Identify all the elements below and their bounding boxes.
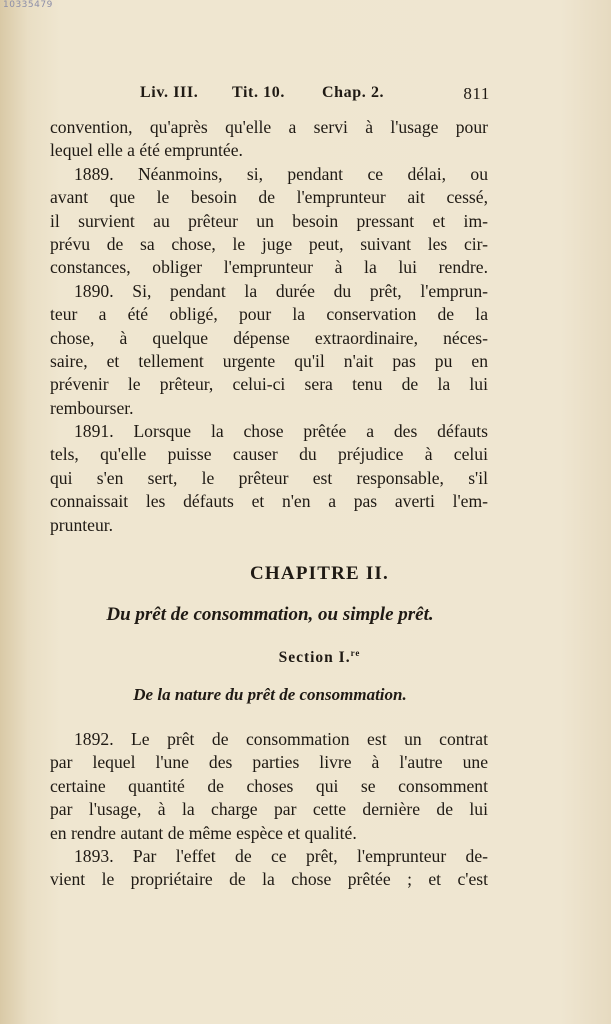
text-line: 1893. Par l'effet de ce prêt, l'emprunteur de- [74, 845, 488, 866]
text-line: 1889. Néanmoins, si, pendant ce délai, ou [74, 163, 488, 184]
page-number: 811 [463, 84, 490, 103]
section-title-text: Section I. [278, 649, 351, 666]
text-line: saire, et tellement urgente qu'il n'ait pas pu en [50, 350, 488, 371]
text-line: certaine quantité de choses qui se consomment [50, 775, 488, 796]
header-livre: Liv. III. [140, 84, 199, 101]
running-header [140, 84, 490, 106]
text-line: 1890. Si, pendant la durée du prêt, l'emprun- [74, 280, 488, 301]
text-line: il survient au prêteur un besoin pressant et im- [50, 210, 488, 231]
text-line: chose, à quelque dépense extraordinaire, néces- [50, 327, 488, 348]
text-line: teur a été obligé, pour la conservation de la [50, 304, 488, 325]
text-line: convention, qu'après qu'elle a servi à l'usage pour [50, 117, 488, 137]
text-line: prunteur. [50, 514, 114, 535]
text-line: avant que le besoin de l'emprunteur ait cessé, [50, 187, 488, 208]
section-subtitle: De la nature du prêt de consommation. [133, 685, 407, 704]
text-block-articles-1889-1891 [50, 116, 488, 537]
text-line: lequel elle a été empruntée. [50, 140, 243, 161]
header-titre: Tit. 10. [232, 84, 285, 101]
header-chapitre: Chap. 2. [322, 84, 385, 101]
chapter-subtitle: Du prêt de consommation, ou simple prêt. [106, 604, 434, 625]
text-block-articles-1892-1893 [50, 728, 488, 892]
text-line: tels, qu'elle puisse causer du préjudice à celui [50, 444, 488, 465]
text-line: rembourser. [50, 397, 134, 418]
catalog-stamp: 10335479 [3, 0, 53, 10]
text-line: vient le propriétaire de la chose prêtée ; et c'est [50, 869, 488, 890]
text-line: qui s'en sert, le prêteur est responsable, s'il [50, 467, 488, 488]
text-line: par lequel l'une des parties livre à l'autre une [50, 752, 488, 773]
section-title-sup: re [350, 648, 361, 658]
text-line: en rendre autant de même espèce et qualité. [50, 822, 357, 843]
text-line: 1891. Lorsque la chose prêtée a des défauts [74, 421, 488, 442]
text-line: par l'usage, à la charge par cette dernière de lui [50, 799, 488, 820]
section-title [0, 648, 611, 667]
text-line: prévenir le prêteur, celui-ci sera tenu de la lui [50, 374, 488, 395]
text-line: 1892. Le prêt de consommation est un contrat [74, 729, 488, 749]
text-line: constances, obliger l'emprunteur à la lui rendre. [50, 257, 488, 278]
text-line: prévu de sa chose, le juge peut, suivant les cir- [50, 233, 488, 254]
chapter-title: CHAPITRE II. [250, 563, 389, 584]
text-line: connaissait les défauts et n'en a pas averti l'em- [50, 491, 488, 512]
